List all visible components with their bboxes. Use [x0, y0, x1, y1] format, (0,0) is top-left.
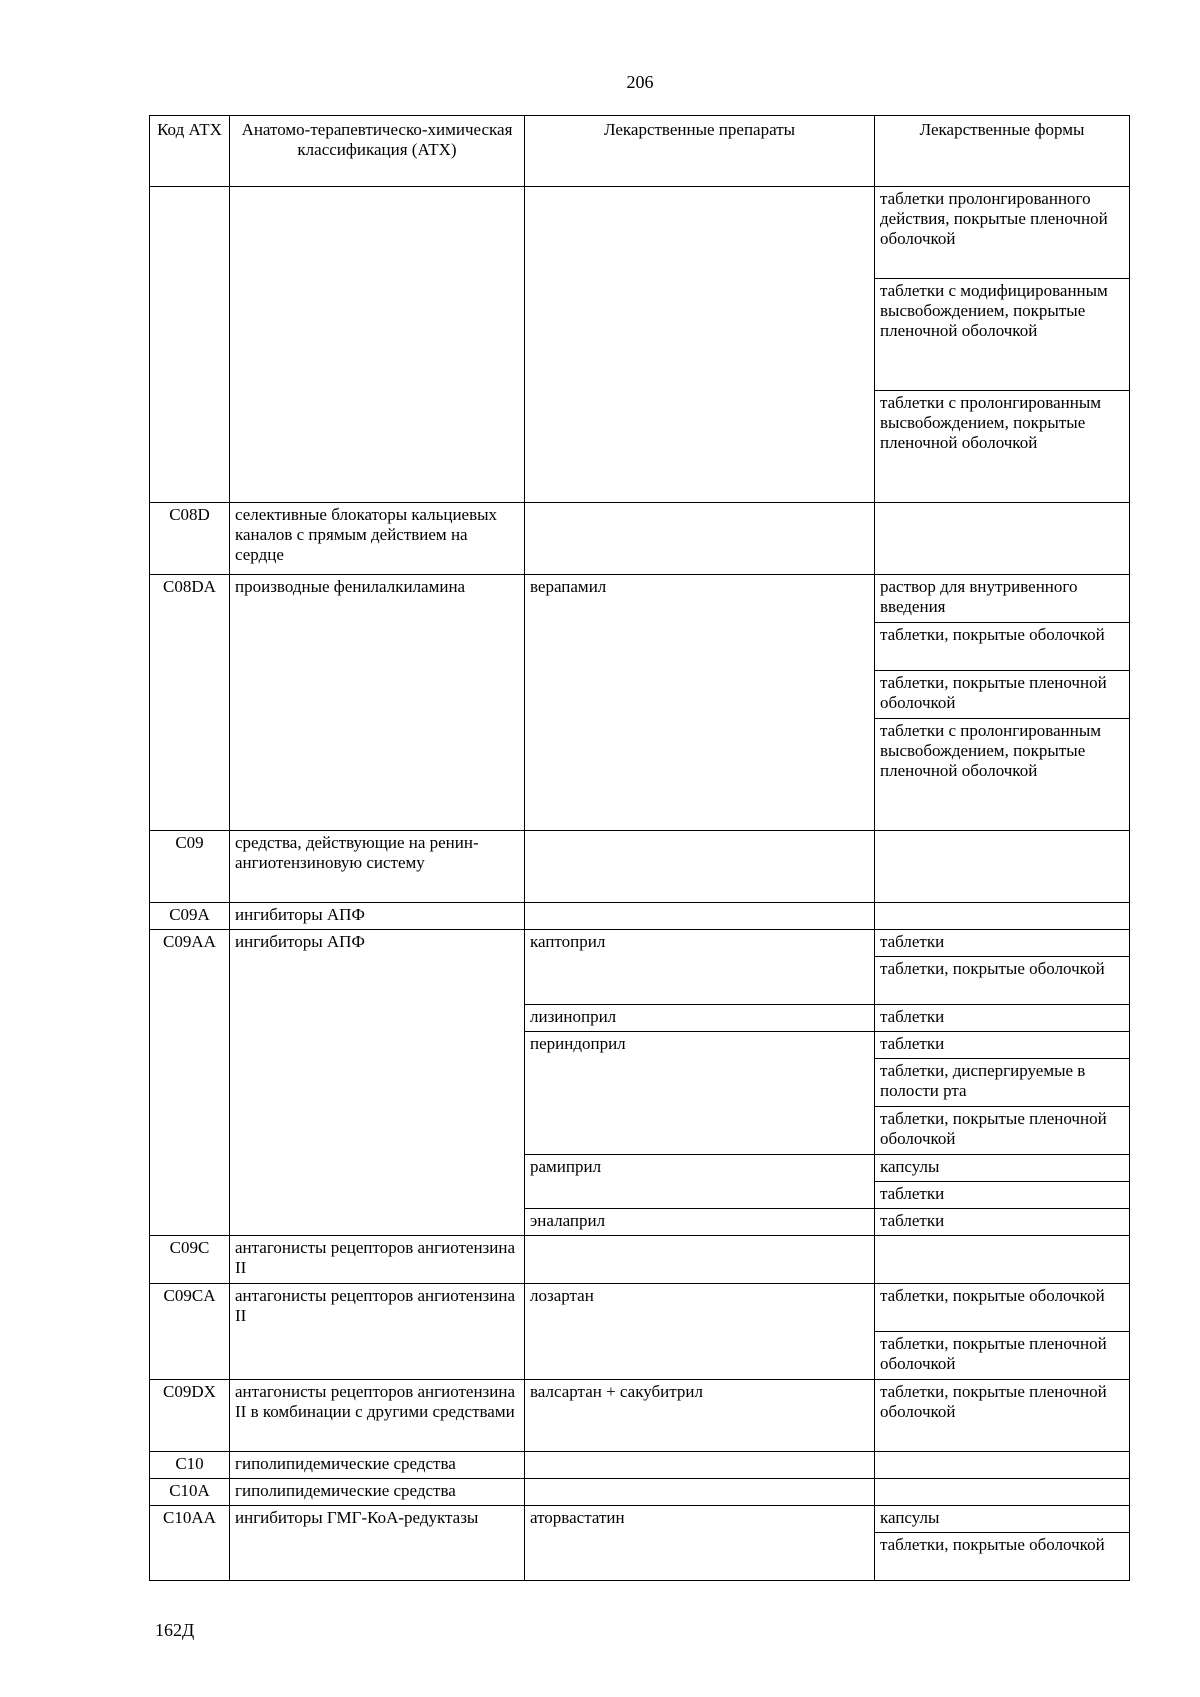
atc-drug-table — [149, 115, 1130, 1581]
cell-classification: антагонисты рецепторов ангиотензина II в комбинации с другими средствами — [230, 1380, 525, 1452]
cell-drug: лизиноприл — [525, 1005, 875, 1032]
cell-dosage-form: таблетки, диспергируемые в полости рта — [875, 1059, 1130, 1107]
page-number: 206 — [626, 72, 654, 92]
cell-dosage-form: капсулы — [875, 1506, 1130, 1533]
cell-dosage-form: таблетки, покрытые пленочной оболочкой — [875, 671, 1130, 719]
cell-dosage-form — [875, 1236, 1130, 1284]
cell-atc-code: C09AA — [150, 930, 230, 1236]
table-body — [150, 187, 1130, 1581]
header-drugs: Лекарственные препараты — [525, 116, 875, 187]
table-row — [150, 1452, 1130, 1479]
table-header-row — [150, 116, 1130, 187]
cell-dosage-form: таблетки, покрытые пленочной оболочкой — [875, 1107, 1130, 1155]
table-row — [150, 503, 1130, 575]
cell-atc-code: C10AA — [150, 1506, 230, 1581]
cell-dosage-form: таблетки — [875, 1005, 1130, 1032]
cell-drug: верапамил — [525, 575, 875, 831]
cell-atc-code: C09 — [150, 831, 230, 903]
cell-dosage-form: таблетки с пролонгированным высвобождением, покрытые пленочной оболочкой — [875, 719, 1130, 831]
cell-drug — [525, 831, 875, 903]
cell-dosage-form: таблетки — [875, 930, 1130, 957]
cell-drug — [525, 1479, 875, 1506]
cell-classification: ингибиторы АПФ — [230, 930, 525, 1236]
cell-atc-code: C08D — [150, 503, 230, 575]
table-row — [150, 1284, 1130, 1332]
cell-drug: периндоприл — [525, 1032, 875, 1155]
cell-dosage-form: раствор для внутривенного введения — [875, 575, 1130, 623]
cell-atc-code: C09C — [150, 1236, 230, 1284]
cell-dosage-form — [875, 503, 1130, 575]
cell-atc-code: C09DX — [150, 1380, 230, 1452]
cell-drug: лозартан — [525, 1284, 875, 1380]
cell-dosage-form: таблетки, покрытые пленочной оболочкой — [875, 1332, 1130, 1380]
cell-classification: гиполипидемические средства — [230, 1479, 525, 1506]
cell-dosage-form: таблетки пролонгированного действия, покрытые пленочной оболочкой — [875, 187, 1130, 279]
cell-dosage-form: таблетки с пролонгированным высвобождением, покрытые пленочной оболочкой — [875, 391, 1130, 503]
cell-classification: антагонисты рецепторов ангиотензина II — [230, 1284, 525, 1380]
cell-drug: эналаприл — [525, 1209, 875, 1236]
cell-dosage-form: таблетки — [875, 1209, 1130, 1236]
cell-classification — [230, 187, 525, 503]
cell-atc-code: C10 — [150, 1452, 230, 1479]
table-row — [150, 1506, 1130, 1533]
cell-drug — [525, 187, 875, 503]
cell-atc-code: C10A — [150, 1479, 230, 1506]
header-forms: Лекарственные формы — [875, 116, 1130, 187]
cell-atc-code: C09CA — [150, 1284, 230, 1380]
cell-dosage-form — [875, 1479, 1130, 1506]
cell-drug: каптоприл — [525, 930, 875, 1005]
cell-classification: гиполипидемические средства — [230, 1452, 525, 1479]
footer-code: 162Д — [155, 1620, 195, 1640]
cell-drug — [525, 503, 875, 575]
cell-drug — [525, 1236, 875, 1284]
cell-classification: селективные блокаторы кальциевых каналов с прямым действием на сердце — [230, 503, 525, 575]
table-row — [150, 1380, 1130, 1452]
cell-drug: рамиприл — [525, 1155, 875, 1209]
cell-drug — [525, 903, 875, 930]
cell-classification: ингибиторы АПФ — [230, 903, 525, 930]
cell-dosage-form: таблетки с модифицированным высвобождением, покрытые пленочной оболочкой — [875, 279, 1130, 391]
cell-atc-code: C08DA — [150, 575, 230, 831]
header-classification: Анатомо-терапевтическо-химическая классификация (АТХ) — [230, 116, 525, 187]
cell-dosage-form: капсулы — [875, 1155, 1130, 1182]
cell-dosage-form: таблетки — [875, 1032, 1130, 1059]
cell-dosage-form — [875, 903, 1130, 930]
cell-dosage-form — [875, 831, 1130, 903]
cell-classification: средства, действующие на ренин-ангиотензиновую систему — [230, 831, 525, 903]
cell-classification: антагонисты рецепторов ангиотензина II — [230, 1236, 525, 1284]
cell-dosage-form: таблетки, покрытые оболочкой — [875, 1533, 1130, 1581]
cell-classification: производные фенилалкиламина — [230, 575, 525, 831]
cell-classification: ингибиторы ГМГ-КоА-редуктазы — [230, 1506, 525, 1581]
cell-drug — [525, 1452, 875, 1479]
cell-dosage-form: таблетки, покрытые оболочкой — [875, 1284, 1130, 1332]
table-row — [150, 1236, 1130, 1284]
cell-drug: аторвастатин — [525, 1506, 875, 1581]
cell-drug: валсартан + сакубитрил — [525, 1380, 875, 1452]
table-row — [150, 575, 1130, 623]
table-row — [150, 831, 1130, 903]
cell-atc-code — [150, 187, 230, 503]
cell-dosage-form: таблетки, покрытые оболочкой — [875, 957, 1130, 1005]
cell-dosage-form: таблетки — [875, 1182, 1130, 1209]
header-code: Код АТХ — [150, 116, 230, 187]
table-row — [150, 1479, 1130, 1506]
table-row — [150, 903, 1130, 930]
table-row — [150, 187, 1130, 279]
cell-dosage-form: таблетки, покрытые пленочной оболочкой — [875, 1380, 1130, 1452]
cell-atc-code: C09A — [150, 903, 230, 930]
table-row — [150, 930, 1130, 957]
cell-dosage-form — [875, 1452, 1130, 1479]
cell-dosage-form: таблетки, покрытые оболочкой — [875, 623, 1130, 671]
